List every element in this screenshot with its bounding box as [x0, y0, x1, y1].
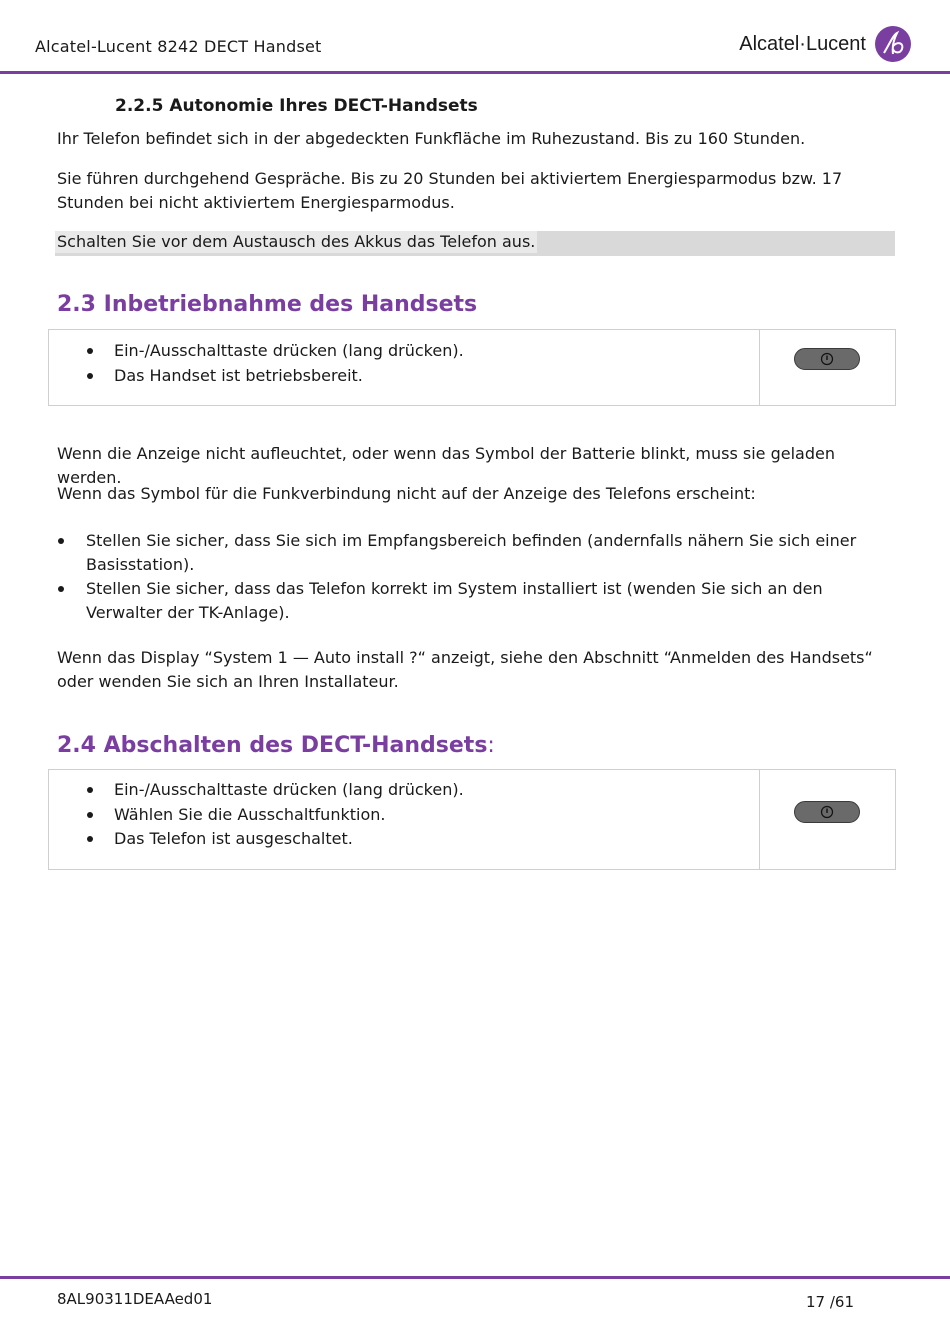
paragraph-standby-autonomy: Ihr Telefon befindet sich in der abgedeckten Funkfläche im Ruhezustand. Bis zu 160 Stunden. [57, 129, 806, 148]
section-heading-2-4 [57, 733, 495, 758]
power-key-icon [794, 801, 860, 823]
shutdown-steps-list [86, 778, 464, 852]
list-item: Ein-/Ausschalttaste drücken (lang drücken). [86, 339, 464, 364]
list-item: Stellen Sie sicher, dass das Telefon korrekt im System installiert ist (wenden Sie sich an den Verwalter der TK-Anlage). [57, 577, 897, 625]
paragraph-radio-symbol: Wenn das Symbol für die Funkverbindung nicht auf der Anzeige des Telefons erscheint: [57, 484, 756, 503]
brand-logo-block [739, 24, 912, 64]
alcatel-lucent-logo-icon [874, 25, 912, 63]
battery-note-text: Schalten Sie vor dem Austausch des Akkus das Telefon aus. [57, 232, 536, 251]
shutdown-steps-table [48, 769, 896, 870]
power-symbol-icon [820, 805, 834, 819]
section-heading-2-3: 2.3 Inbetriebnahme des Handsets [57, 292, 478, 317]
header-rule [0, 71, 950, 74]
footer-rule [0, 1276, 950, 1279]
page-number: 17 /61 [806, 1293, 854, 1311]
brand-name: Alcatel·Lucent [739, 32, 866, 55]
power-symbol-icon [820, 352, 834, 366]
heading-colon: : [487, 733, 495, 758]
table-divider [759, 770, 760, 869]
section-heading-2-2-5: 2.2.5 Autonomie Ihres DECT-Handsets [115, 96, 478, 116]
document-header-title: Alcatel-Lucent 8242 DECT Handset [35, 37, 322, 56]
list-item: Ein-/Ausschalttaste drücken (lang drücken). [86, 778, 464, 803]
startup-steps-table [48, 329, 896, 406]
paragraph-display-charge: Wenn die Anzeige nicht aufleuchtet, oder wenn das Symbol der Batterie blinkt, muss sie geladen werden. [57, 444, 835, 487]
paragraph-talk-autonomy: Sie führen durchgehend Gespräche. Bis zu 20 Stunden bei aktiviertem Energiesparmodus bzw. 17 Stunden bei nicht aktiviertem Energiesparmodus. [57, 169, 843, 212]
document-reference: 8AL90311DEAAed01 [57, 1290, 213, 1308]
startup-steps-list [86, 339, 464, 388]
list-item: Stellen Sie sicher, dass Sie sich im Empfangsbereich befinden (andernfalls nähern Sie sich einer Basisstation). [57, 529, 897, 577]
list-item: Das Handset ist betriebsbereit. [86, 364, 464, 389]
power-key-icon [794, 348, 860, 370]
battery-note-highlight [55, 231, 895, 256]
section-heading-2-4-text: 2.4 Abschalten des DECT-Handsets [57, 733, 488, 758]
table-divider [759, 330, 760, 405]
radio-troubleshoot-list [57, 529, 897, 625]
list-item: Das Telefon ist ausgeschaltet. [86, 827, 464, 852]
paragraph-auto-install: Wenn das Display “System 1 — Auto install ?“ anzeigt, siehe den Abschnitt “Anmelden des Handsets“ oder wenden Sie sich an Ihren Installateur. [57, 648, 873, 691]
list-item: Wählen Sie die Ausschaltfunktion. [86, 803, 464, 828]
